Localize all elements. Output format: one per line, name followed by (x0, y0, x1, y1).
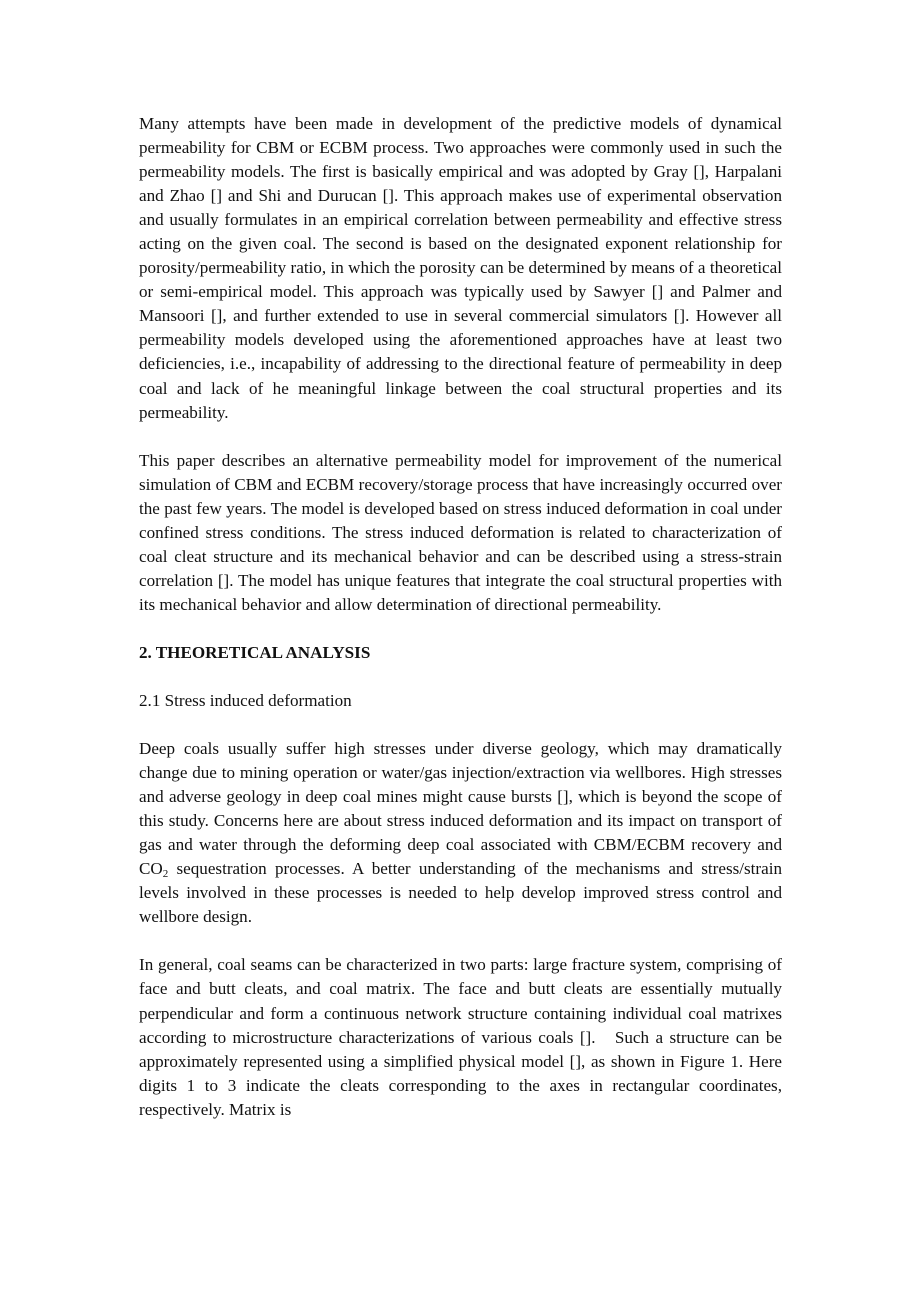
page-body (139, 112, 782, 1122)
paragraph-deep-coals-text-b: sequestration processes. A better understanding of the mechanisms and stress/strain levels involved in these processes is needed to help develop improved stress control and wellbore design. (139, 859, 782, 927)
subsection-heading: 2.1 Stress induced deformation (139, 690, 352, 710)
co2-subscript: 2 (162, 868, 169, 881)
paragraph-paper-description: This paper describes an alternative permeability model for improvement of the numerical simulation of CBM and ECBM recovery/storage process that have increasingly occurred over the past few years. The model is developed based on stress induced deformation in coal under confined stress conditions. The stress induced deformation is related to characterization of coal cleat structure and its mechanical behavior and can be described using a stress-strain correlation []. The model has unique features that integrate the coal structural properties with its mechanical behavior and allow determination of directional permeability. (139, 450, 782, 614)
section-heading: 2. THEORETICAL ANALYSIS (139, 642, 371, 662)
paragraph-coal-seams: In general, coal seams can be characterized in two parts: large fracture system, comprising of face and butt cleats, and coal matrix. The face and butt cleats are essentially mutually perpendicular and form a continuous network structure containing individual coal matrixes according to microstructure characterizations of various coals []. Such a structure can be approximately represented using a simplified physical model [], as shown in Figure 1. Here digits 1 to 3 indicate the cleats corresponding to the axes in rectangular coordinates, respectively. Matrix is (139, 955, 782, 1119)
paragraph-intro-models: Many attempts have been made in development of the predictive models of dynamical permeability for CBM or ECBM process. Two approaches were commonly used in such the permeability models. The first is basically empirical and was adopted by Gray [], Harpalani and Zhao [] and Shi and Durucan []. This approach makes use of experimental observation and usually formulates in an empirical correlation between permeability and effective stress acting on the given coal. The second is based on the designated exponent relationship for porosity/permeability ratio, in which the porosity can be determined by means of a theoretical or semi-empirical model. This approach was typically used by Sawyer [] and Palmer and Mansoori [], and further extended to use in several commercial simulators []. However all permeability models developed using the aforementioned approaches have at least two deficiencies, i.e., incapability of addressing to the directional feature of permeability in deep coal and lack of he meaningful linkage between the coal structural properties and its permeability. (139, 114, 782, 422)
paragraph-deep-coals (139, 737, 782, 929)
paragraph-deep-coals-text-a: Deep coals usually suffer high stresses under diverse geology, which may dramatically change due to mining operation or water/gas injection/extraction via wellbores. High stresses and adverse geology in deep coal mines might cause bursts [], which is beyond the scope of this study. Concerns here are about stress induced deformation and its impact on transport of gas and water through the deforming deep coal associated with CBM/ECBM recovery and CO (139, 739, 782, 879)
